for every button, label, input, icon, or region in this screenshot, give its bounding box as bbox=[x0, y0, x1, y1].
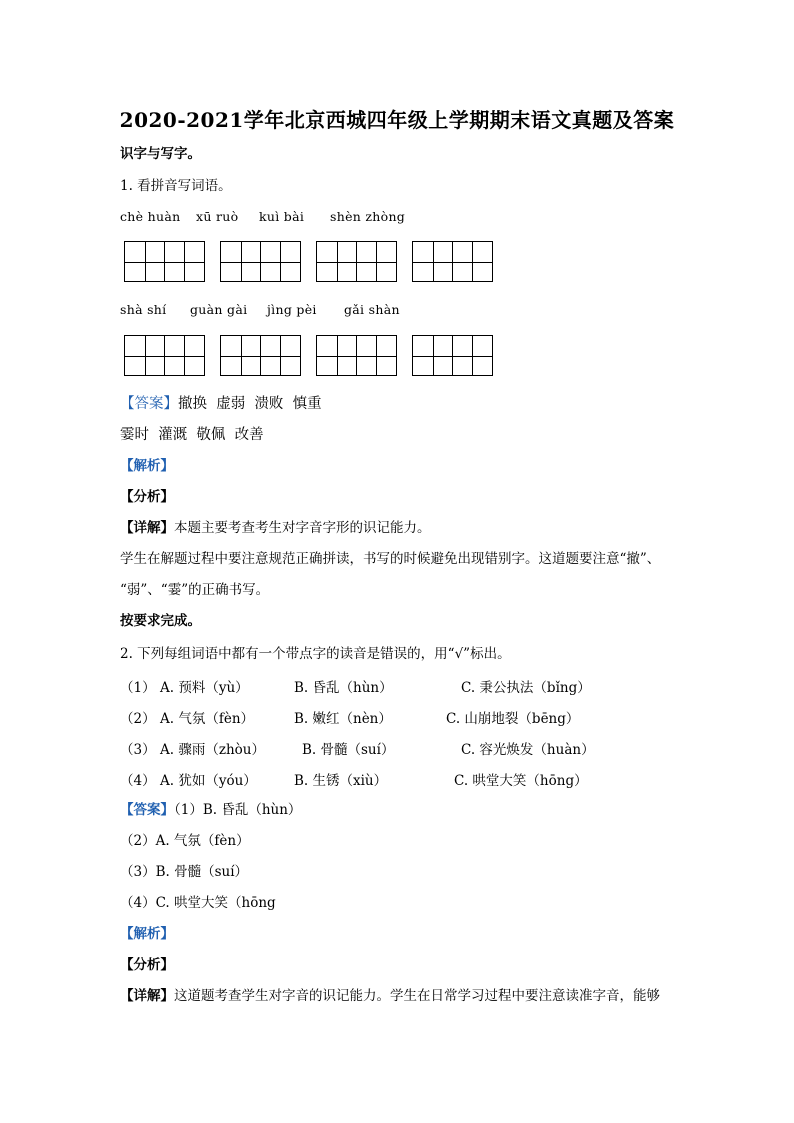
pinyin-3: kuì bài bbox=[259, 209, 305, 224]
option-c: C. 山崩地裂（bēng） bbox=[446, 711, 580, 727]
option-row-number: （1） bbox=[120, 680, 156, 696]
detail-tag: 【详解】 bbox=[120, 988, 174, 1004]
question-1-answer bbox=[120, 395, 322, 413]
pinyin-7: jìng pèi bbox=[267, 302, 317, 317]
option-row-number: （4） bbox=[120, 773, 156, 789]
writing-box[interactable] bbox=[124, 335, 203, 378]
analysis-tag: 【解析】 bbox=[120, 458, 174, 474]
option-b: B. 生锈（xiù） bbox=[294, 773, 388, 789]
option-row-number: （2） bbox=[120, 711, 156, 727]
page-title: 2020-2021学年北京西城四年级上学期期末语文真题及答案 bbox=[119, 108, 675, 132]
section-heading-literacy: 识字与写字。 bbox=[120, 146, 201, 162]
option-b: B. 骨髓（suí） bbox=[302, 742, 395, 758]
answer-item: （4）C. 哄堂大笑（hōng bbox=[120, 895, 276, 911]
pinyin-6: guàn gài bbox=[190, 302, 248, 317]
option-a: A. 犹如（yóu） bbox=[160, 773, 257, 789]
writing-box[interactable] bbox=[412, 241, 491, 284]
writing-box[interactable] bbox=[220, 335, 299, 378]
pinyin-8: gǎi shàn bbox=[344, 302, 400, 317]
option-a: A. 气氛（fèn） bbox=[160, 711, 255, 727]
answer-tag: 【答案】 bbox=[120, 802, 174, 818]
detail-text: 这道题考查学生对字音的识记能力。学生在日常学习过程中要注意读准字音，能够 bbox=[174, 988, 660, 1004]
option-a: A. 预料（yù） bbox=[160, 680, 249, 696]
question-2-answer bbox=[120, 801, 301, 819]
question-2-detail bbox=[120, 987, 660, 1005]
fenxi-tag: 【分析】 bbox=[120, 489, 174, 505]
pinyin-5: shà shí bbox=[120, 302, 167, 317]
answer-tag: 【答案】 bbox=[120, 396, 178, 412]
writing-box[interactable] bbox=[316, 241, 395, 284]
option-a: A. 骤雨（zhòu） bbox=[160, 742, 265, 758]
option-b: B. 昏乱（hùn） bbox=[294, 680, 393, 696]
option-b: B. 嫩红（nèn） bbox=[294, 711, 392, 727]
detail-paragraph-1: 学生在解题过程中要注意规范正确拼读，书写的时候避免出现错别字。这道题要注意“撤”、 bbox=[120, 551, 661, 567]
detail-tag: 【详解】 bbox=[120, 520, 174, 536]
pinyin-2: xū ruò bbox=[196, 209, 239, 224]
analysis-tag: 【解析】 bbox=[120, 926, 174, 942]
option-c: C. 哄堂大笑（hōng） bbox=[454, 773, 588, 789]
question-1-detail bbox=[120, 519, 431, 537]
writing-box[interactable] bbox=[412, 335, 491, 378]
question-1-prompt: 1. 看拼音写词语。 bbox=[120, 178, 232, 194]
detail-text: 本题主要考查考生对字音字形的识记能力。 bbox=[174, 520, 431, 536]
detail-paragraph-2: “弱”、“霎”的正确书写。 bbox=[120, 582, 270, 598]
answer-words-1: 撤换 虚弱 溃败 慎重 bbox=[178, 396, 322, 412]
answer-item: （3）B. 骨髓（suí） bbox=[120, 864, 249, 880]
answer-item: （1）B. 昏乱（hùn） bbox=[174, 802, 302, 818]
section-heading-requirements: 按要求完成。 bbox=[120, 613, 201, 629]
writing-box[interactable] bbox=[316, 335, 395, 378]
answer-words-2: 霎时 灌溉 敬佩 改善 bbox=[120, 427, 264, 443]
option-c: C. 容光焕发（huàn） bbox=[461, 742, 595, 758]
answer-item: （2）A. 气氛（fèn） bbox=[120, 833, 250, 849]
question-2-prompt: 2. 下列每组词语中都有一个带点字的读音是错误的，用“√”标出。 bbox=[120, 646, 511, 662]
pinyin-4: shèn zhòng bbox=[330, 209, 406, 224]
writing-box[interactable] bbox=[124, 241, 203, 284]
option-c: C. 秉公执法（bǐng） bbox=[461, 680, 591, 696]
writing-box[interactable] bbox=[220, 241, 299, 284]
pinyin-1: chè huàn bbox=[120, 209, 181, 224]
fenxi-tag: 【分析】 bbox=[120, 957, 174, 973]
option-row-number: （3） bbox=[120, 742, 156, 758]
